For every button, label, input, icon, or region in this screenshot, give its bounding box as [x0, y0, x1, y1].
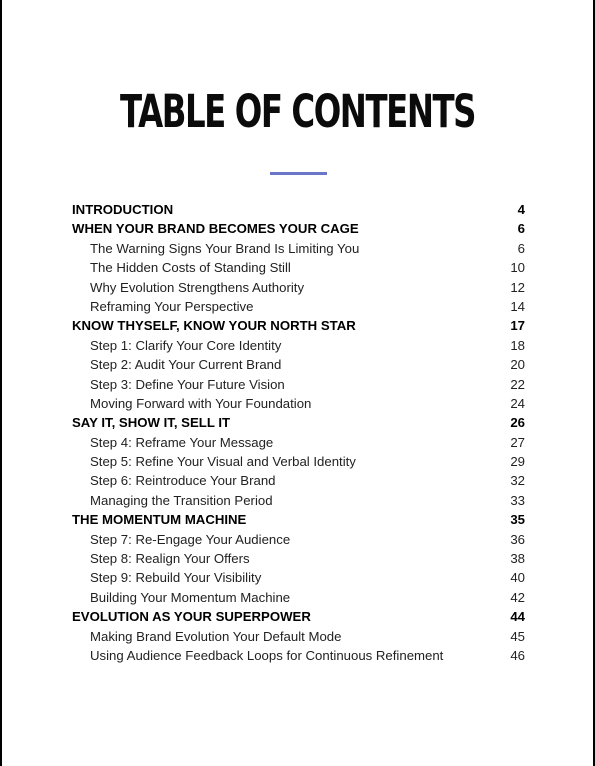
toc-section-row[interactable] — [72, 530, 525, 549]
toc-page-number: 6 — [517, 221, 525, 237]
toc-section-row[interactable] — [72, 588, 525, 607]
page-title: TABLE OF CONTENTS — [119, 85, 476, 138]
toc-entry-label: Step 8: Realign Your Offers — [90, 551, 250, 567]
toc-page-number: 10 — [510, 260, 525, 276]
toc-entry-label: THE MOMENTUM MACHINE — [72, 512, 247, 528]
toc-entry-label: Step 3: Define Your Future Vision — [90, 376, 285, 392]
toc-entry-label: Making Brand Evolution Your Default Mode — [90, 628, 342, 644]
toc-section-row[interactable] — [72, 452, 525, 471]
toc-entry-label: Step 2: Audit Your Current Brand — [90, 357, 282, 373]
toc-section-row[interactable] — [72, 297, 525, 316]
toc-entry-label: KNOW THYSELF, KNOW YOUR NORTH STAR — [72, 318, 356, 334]
toc-section-row[interactable] — [72, 394, 525, 413]
toc-entry-label: The Hidden Costs of Standing Still — [90, 260, 291, 276]
toc-entry-label: INTRODUCTION — [72, 202, 174, 217]
toc-entry-label: Step 7: Re-Engage Your Audience — [90, 531, 291, 547]
toc-entry-label: Why Evolution Strengthens Authority — [90, 279, 305, 295]
toc-entry-label: EVOLUTION AS YOUR SUPERPOWER — [72, 609, 311, 625]
table-of-contents — [72, 200, 525, 665]
toc-entry-label: Using Audience Feedback Loops for Continuous Refinement — [90, 647, 444, 663]
toc-page-number: 38 — [510, 551, 525, 567]
toc-section-row[interactable] — [72, 355, 525, 374]
toc-entry-label: The Warning Signs Your Brand Is Limiting You — [90, 240, 360, 256]
toc-page-number: 44 — [510, 609, 525, 625]
toc-page-number: 12 — [510, 279, 525, 295]
toc-section-row[interactable] — [72, 375, 525, 394]
toc-page-number: 40 — [510, 570, 525, 586]
toc-entry-label: WHEN YOUR BRAND BECOMES YOUR CAGE — [72, 221, 359, 237]
toc-section-row[interactable] — [72, 471, 525, 490]
toc-section-row[interactable] — [72, 239, 525, 258]
toc-page-number: 33 — [510, 492, 525, 508]
toc-entry-label: Step 4: Reframe Your Message — [90, 434, 274, 450]
toc-chapter-row[interactable] — [72, 607, 525, 626]
toc-section-row[interactable] — [72, 336, 525, 355]
toc-page-number: 32 — [510, 473, 525, 489]
toc-section-row[interactable] — [72, 278, 525, 297]
toc-entry-label: Reframing Your Perspective — [90, 298, 254, 314]
toc-section-row[interactable] — [72, 433, 525, 452]
toc-page-number: 24 — [510, 395, 525, 411]
toc-page-number: 18 — [510, 337, 525, 353]
toc-page-number: 36 — [510, 531, 525, 547]
toc-page-number: 26 — [510, 415, 525, 431]
toc-chapter-row[interactable] — [72, 219, 525, 238]
title-divider — [270, 172, 327, 175]
toc-page-number: 14 — [510, 298, 525, 314]
toc-page-number: 35 — [510, 512, 525, 528]
toc-section-row[interactable] — [72, 568, 525, 587]
toc-page-number: 20 — [510, 357, 525, 373]
toc-section-row[interactable] — [72, 627, 525, 646]
toc-entry-label: Step 1: Clarify Your Core Identity — [90, 337, 282, 353]
toc-page-number: 45 — [510, 628, 525, 644]
toc-entry-label: Building Your Momentum Machine — [90, 589, 291, 605]
toc-page-number: 22 — [510, 376, 525, 392]
toc-entry-label: Moving Forward with Your Foundation — [90, 395, 312, 411]
toc-page-number: 42 — [510, 589, 525, 605]
toc-entry-label: SAY IT, SHOW IT, SELL IT — [72, 415, 231, 431]
toc-page-number: 6 — [517, 240, 525, 256]
toc-entry-label: Step 9: Rebuild Your Visibility — [90, 570, 262, 586]
toc-page-number: 29 — [510, 454, 525, 470]
toc-chapter-row[interactable] — [72, 413, 525, 432]
toc-entry-label: Step 6: Reintroduce Your Brand — [90, 473, 276, 489]
toc-page-number: 46 — [510, 647, 525, 663]
toc-page-number: 4 — [517, 202, 525, 217]
toc-section-row[interactable] — [72, 258, 525, 277]
toc-page-number: 27 — [510, 434, 525, 450]
toc-entry-label: Step 5: Refine Your Visual and Verbal Identity — [90, 454, 356, 470]
page-edge-left — [0, 0, 2, 766]
toc-chapter-row[interactable] — [72, 200, 525, 219]
toc-page-number: 17 — [510, 318, 525, 334]
toc-chapter-row[interactable] — [72, 316, 525, 335]
toc-section-row[interactable] — [72, 646, 525, 665]
toc-section-row[interactable] — [72, 549, 525, 568]
toc-chapter-row[interactable] — [72, 510, 525, 529]
toc-entry-label: Managing the Transition Period — [90, 492, 273, 508]
toc-section-row[interactable] — [72, 491, 525, 510]
